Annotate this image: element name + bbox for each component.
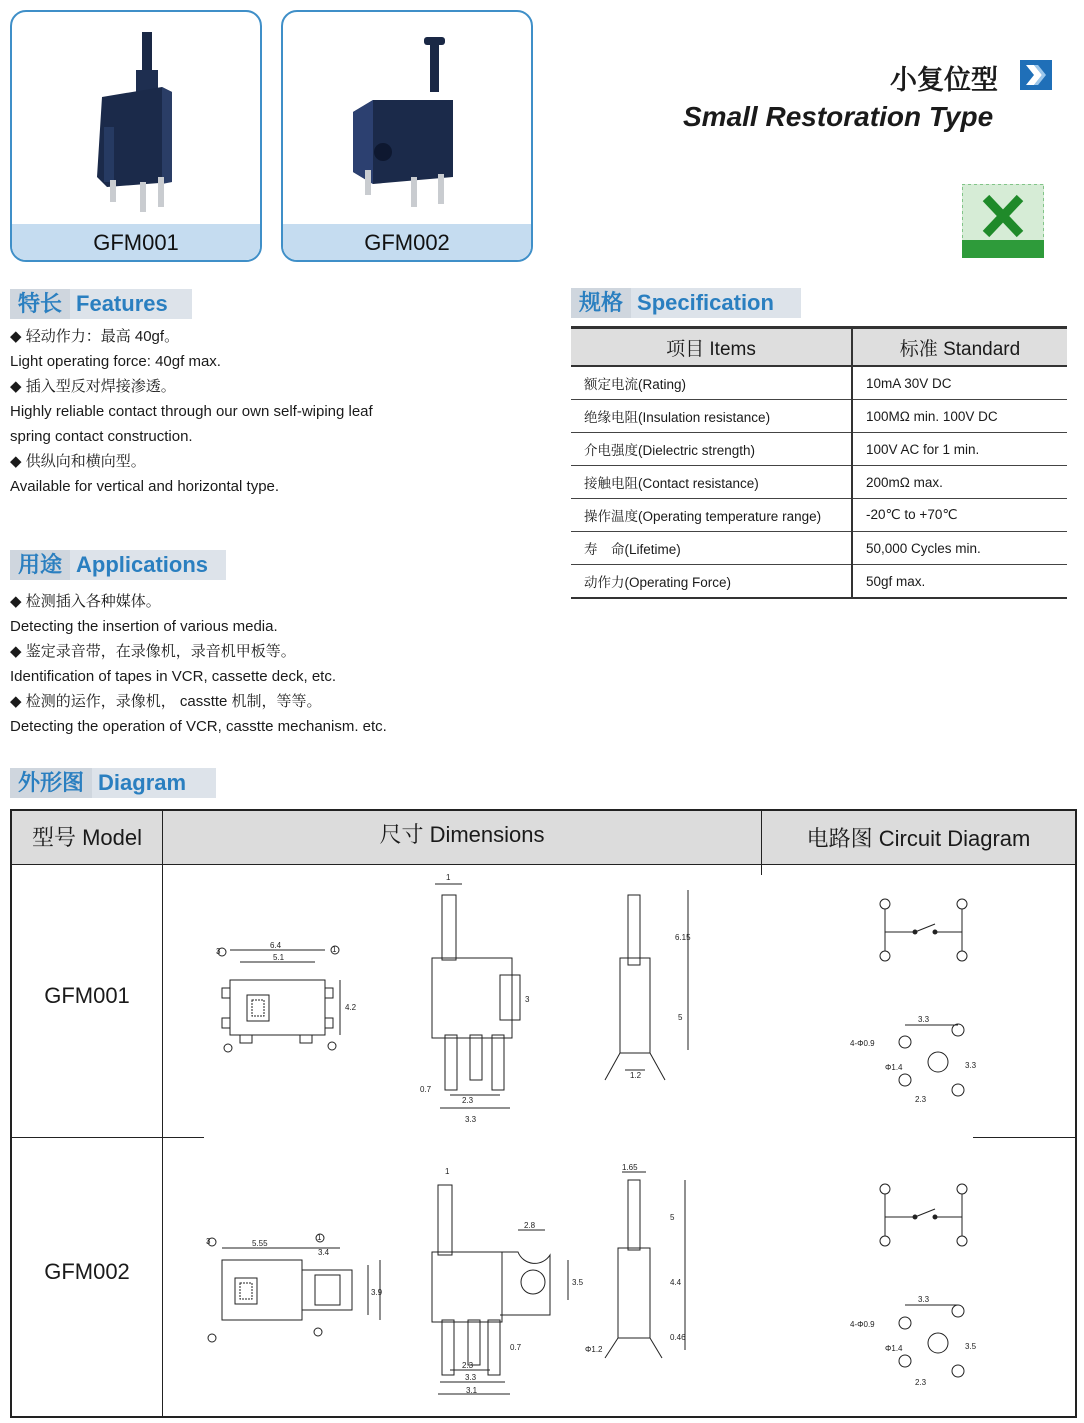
svg-text:4-Φ0.9: 4-Φ0.9: [850, 1039, 875, 1048]
diagram-heading: 外形图 Diagram: [10, 768, 216, 798]
table-row: 接触电阻(Contact resistance) 200mΩ max.: [571, 466, 1067, 499]
svg-text:2.3: 2.3: [462, 1361, 474, 1370]
svg-text:5.55: 5.55: [252, 1239, 268, 1248]
feature-line: Highly reliable contact through our own self-wiping leaf: [10, 403, 373, 420]
svg-text:3.1: 3.1: [466, 1386, 478, 1395]
svg-text:Φ1.4: Φ1.4: [885, 1063, 903, 1072]
header-dimensions: 尺寸 Dimensions: [163, 811, 761, 864]
svg-text:2.3: 2.3: [462, 1096, 474, 1105]
svg-text:6.15: 6.15: [675, 933, 691, 942]
header-circuit: 电路图 Circuit Diagram: [762, 811, 1075, 864]
svg-text:2.3: 2.3: [915, 1378, 927, 1387]
table-row: 额定电流(Rating) 10mA 30V DC: [571, 366, 1067, 400]
title-zh: 小复位型: [890, 65, 998, 95]
gfm002-dimension-drawing: [200, 1160, 760, 1405]
svg-text:0.7: 0.7: [420, 1085, 432, 1094]
svg-text:3: 3: [525, 995, 530, 1004]
spec-header-standard: 标准 Standard: [852, 328, 1067, 367]
product-name: GFM002: [283, 224, 531, 260]
application-line: Identification of tapes in VCR, cassette deck, etc.: [10, 668, 337, 685]
svg-text:5.1: 5.1: [273, 953, 285, 962]
application-line: Detecting the operation of VCR, casstte mechanism. etc.: [10, 718, 387, 735]
switch-photo-gfm001: [12, 12, 260, 224]
application-line: ◆ 鉴定录音带，在录像机，录音机甲板等。: [10, 643, 296, 660]
product-card-gfm002: [281, 10, 533, 262]
svg-text:2.8: 2.8: [524, 1221, 536, 1230]
feature-line: Available for vertical and horizontal type.: [10, 478, 280, 495]
table-row: 操作温度(Operating temperature range) -20℃ to +70℃: [571, 499, 1067, 532]
svg-text:1: 1: [446, 873, 451, 882]
svg-text:3: 3: [216, 947, 221, 956]
application-line: Detecting the insertion of various media.: [10, 618, 278, 635]
svg-text:3.9: 3.9: [371, 1288, 383, 1297]
title-en: Small Restoration Type: [683, 101, 994, 132]
svg-text:5: 5: [678, 1013, 683, 1022]
table-row: 寿 命(Lifetime) 50,000 Cycles min.: [571, 532, 1067, 565]
svg-text:3.3: 3.3: [918, 1015, 930, 1024]
switch-photo-gfm002: [283, 12, 531, 224]
application-line: ◆ 检测的运作，录像机， casstte 机制，等等。: [10, 693, 322, 710]
table-row: 动作力(Operating Force) 50gf max.: [571, 565, 1067, 599]
top-view-body: [230, 980, 325, 1035]
gfm002-circuit-diagram: [840, 1175, 990, 1395]
svg-text:4.2: 4.2: [345, 1003, 357, 1012]
feature-line: ◆ 插入型反对焊接渗透。: [10, 378, 176, 395]
svg-text:3.5: 3.5: [572, 1278, 584, 1287]
double-chevron-right-icon: [1020, 60, 1052, 90]
svg-text:1: 1: [445, 1167, 450, 1176]
svg-text:3.3: 3.3: [465, 1115, 477, 1124]
specification-table: [571, 326, 1067, 599]
svg-text:Φ1.2: Φ1.2: [585, 1345, 603, 1354]
product-name: GFM001: [12, 224, 260, 260]
svg-text:3.3: 3.3: [465, 1373, 477, 1382]
gfm001-dimension-drawing: [200, 870, 760, 1135]
svg-text:1.65: 1.65: [622, 1163, 638, 1172]
svg-text:3.3: 3.3: [965, 1061, 977, 1070]
applications-heading: 用途 Applications: [10, 550, 226, 580]
svg-text:6.4: 6.4: [270, 941, 282, 950]
application-line: ◆ 检测插入各种媒体。: [10, 593, 161, 610]
svg-text:4.4: 4.4: [670, 1278, 682, 1287]
svg-text:0.7: 0.7: [510, 1343, 522, 1352]
svg-text:3.3: 3.3: [918, 1295, 930, 1304]
gfm001-circuit-diagram: [840, 890, 990, 1110]
svg-text:1.2: 1.2: [630, 1071, 642, 1080]
spec-header-row: [571, 328, 1067, 367]
svg-text:Φ1.4: Φ1.4: [885, 1344, 903, 1353]
header-model: 型号 Model: [12, 811, 162, 864]
svg-text:1: 1: [317, 1233, 322, 1242]
model-gfm002: GFM002: [44, 1259, 130, 1284]
feature-line: ◆ 供纵向和横向型。: [10, 453, 146, 470]
svg-text:3.4: 3.4: [318, 1248, 330, 1257]
svg-text:4-Φ0.9: 4-Φ0.9: [850, 1320, 875, 1329]
svg-text:3.5: 3.5: [965, 1342, 977, 1351]
feature-line: Light operating force: 40gf max.: [10, 353, 221, 370]
svg-text:2.3: 2.3: [915, 1095, 927, 1104]
model-gfm001: GFM001: [44, 983, 130, 1008]
features-heading: 特长 Features: [10, 289, 192, 319]
product-card-gfm001: [10, 10, 262, 262]
feature-line: spring contact construction.: [10, 428, 193, 445]
svg-text:5: 5: [670, 1213, 675, 1222]
spec-header-items: 项目 Items: [571, 328, 852, 367]
specification-heading: 规格 Specification: [571, 288, 801, 318]
table-row: 绝缘电阻(Insulation resistance) 100MΩ min. 100V DC: [571, 400, 1067, 433]
table-row: 介电强度(Dielectric strength) 100V AC for 1 min.: [571, 433, 1067, 466]
green-x-logo-icon: [962, 184, 1044, 258]
svg-text:1: 1: [332, 945, 337, 954]
feature-line: ◆ 轻动作力：最高 40gf。: [10, 328, 180, 345]
svg-text:0.46: 0.46: [670, 1333, 686, 1342]
svg-text:3: 3: [206, 1237, 211, 1246]
